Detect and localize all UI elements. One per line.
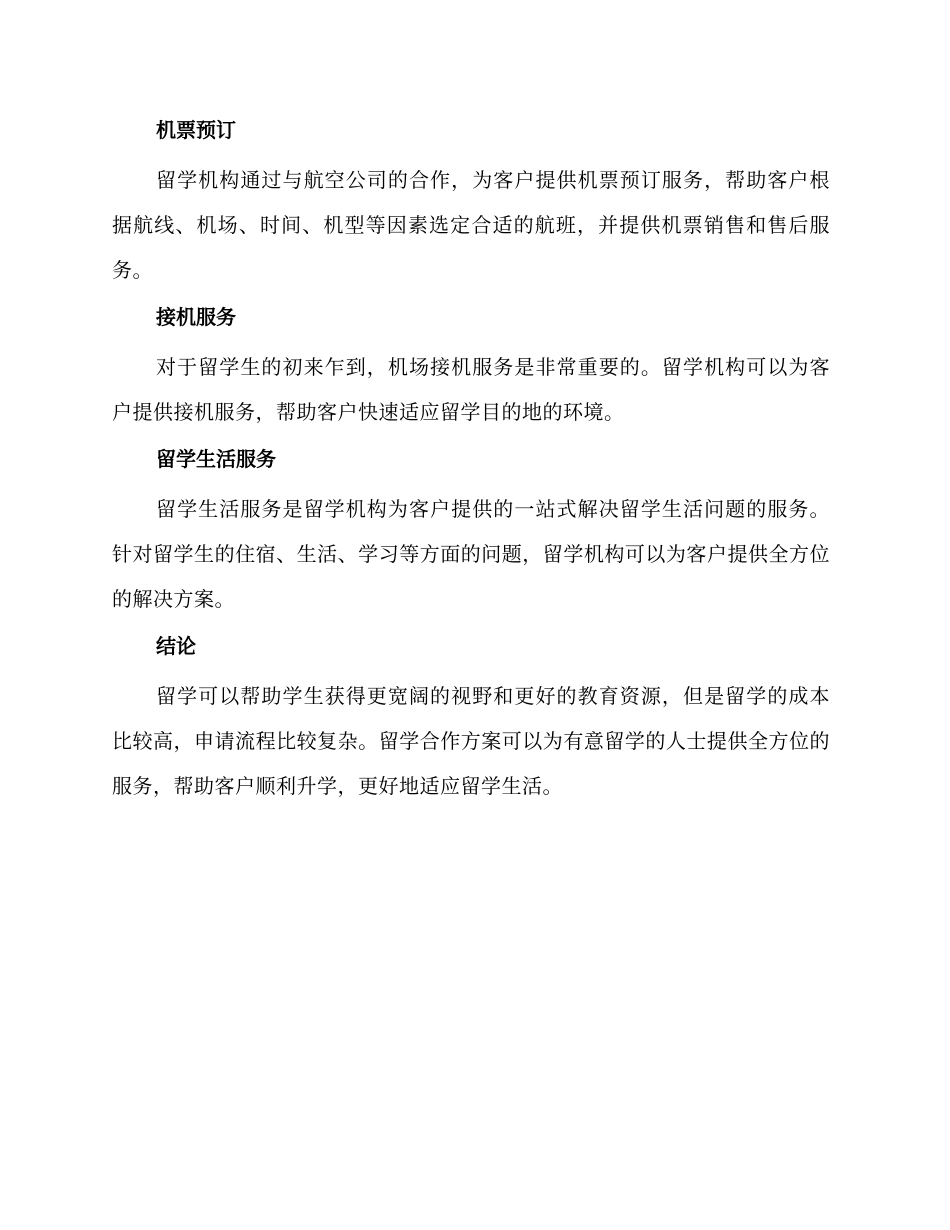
section-airport-pickup [112, 303, 830, 435]
section-flight-booking [112, 116, 830, 293]
section-student-life [112, 445, 830, 622]
section-paragraph: 留学可以帮助学生获得更宽阔的视野和更好的教育资源，但是留学的成本比较高，申请流程比较复杂。留学合作方案可以为有意留学的人士提供全方位的服务，帮助客户顺利升学，更好地适应留学生活。 [112, 684, 830, 798]
section-conclusion [112, 632, 830, 809]
section-heading: 机票预订 [156, 118, 236, 142]
section-heading: 结论 [156, 634, 196, 658]
section-heading: 留学生活服务 [156, 447, 276, 471]
section-paragraph: 对于留学生的初来乍到，机场接机服务是非常重要的。留学机构可以为客户提供接机服务，帮助客户快速适应留学目的地的环境。 [112, 355, 830, 424]
section-paragraph: 留学机构通过与航空公司的合作，为客户提供机票预订服务，帮助客户根据航线、机场、时间、机型等因素选定合适的航班，并提供机票销售和售后服务。 [112, 168, 830, 282]
section-heading: 接机服务 [156, 305, 236, 329]
section-paragraph: 留学生活服务是留学机构为客户提供的一站式解决留学生活问题的服务。针对留学生的住宿、生活、学习等方面的问题，留学机构可以为客户提供全方位的解决方案。 [112, 497, 830, 611]
